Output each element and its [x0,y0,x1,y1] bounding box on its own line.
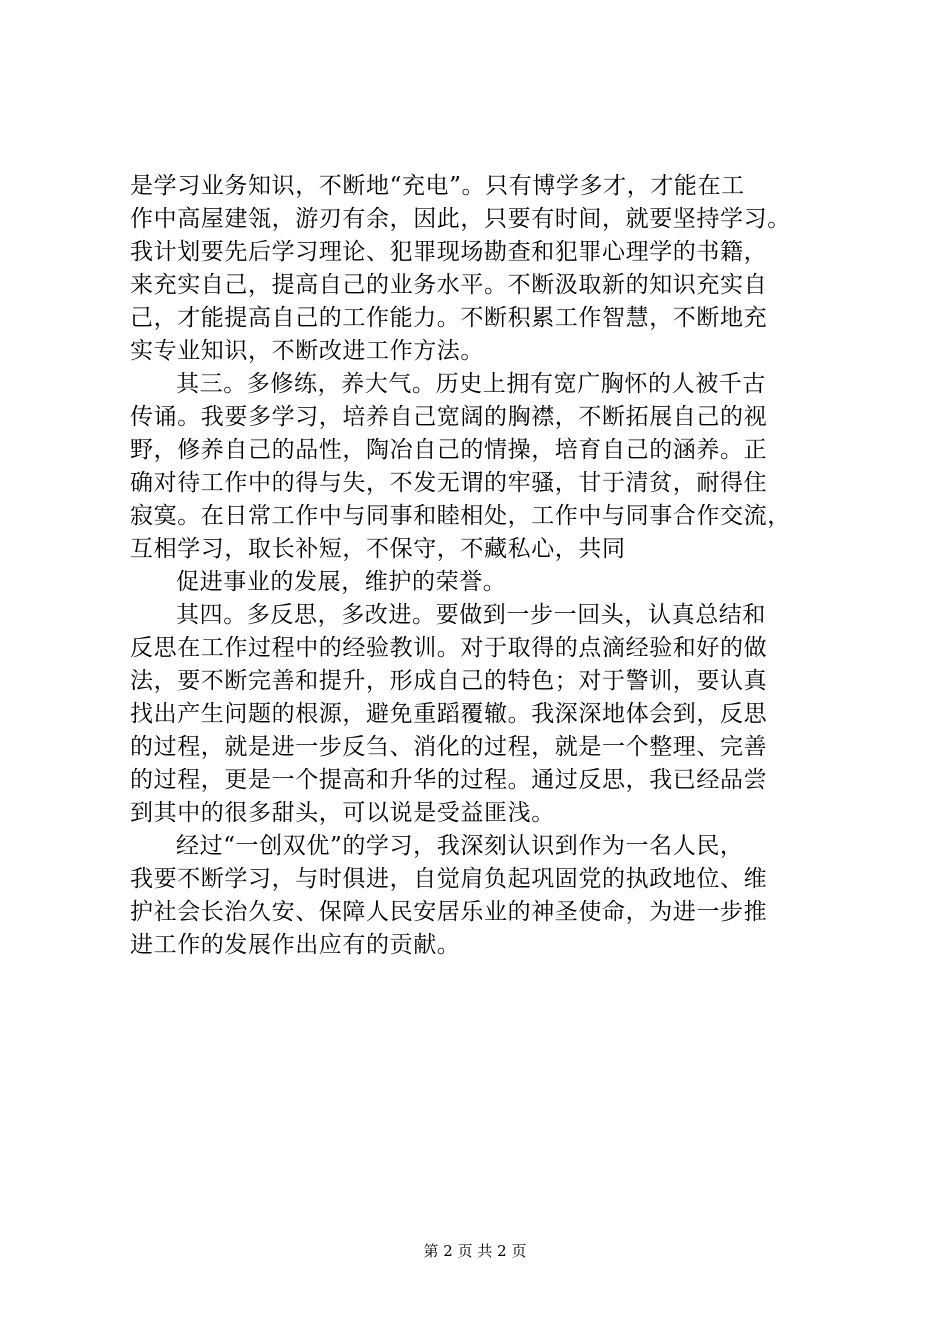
text-line: 进工作的发展作出应有的贡献。 [130,932,461,958]
text-line: 的过程，更是一个提高和升华的过程。通过反思，我已经品尝 [130,767,768,793]
text-line: 经过“一创双优”的学习，我深刻认识到作为一名人民， [176,833,744,859]
text-line: 的过程，就是进一步反刍、消化的过程，就是一个整理、完善 [130,734,768,760]
text-line: 其四。多反思，多改进。要做到一步一回头，认真总结和 [176,602,766,628]
text-line: 找出产生问题的根源，避免重蹈覆辙。我深深地体会到，反思 [130,701,768,727]
text-line: 确对待工作中的得与失，不发无谓的牢骚，甘于清贫，耐得住 [130,470,768,496]
text-line: 我要不断学习，与时俱进，自觉肩负起巩固党的执政地位、维 [130,866,768,892]
text-line: 己，才能提高自己的工作能力。不断积累工作智慧，不断地充 [130,305,768,331]
document-body [130,170,830,962]
text-line: 实专业知识，不断改进工作方法。 [130,338,484,364]
text-line: 到其中的很多甜头，可以说是受益匪浅。 [130,800,555,826]
text-line: 寂寞。在日常工作中与同事和睦相处，工作中与同事合作交流， [130,503,791,529]
text-line: 促进事业的发展，维护的荣誉。 [176,569,507,595]
page-footer: 第 2 页 共 2 页 [423,1242,527,1260]
text-line: 是学习业务知识，不断地“充电”。只有博学多才，才能在工 [130,173,745,199]
text-line: 反思在工作过程中的经验教训。对于取得的点滴经验和好的做 [130,635,768,661]
text-line: 野，修养自己的品性，陶冶自己的情操，培育自己的涵养。正 [130,437,768,463]
text-line: 护社会长治久安、保障人民安居乐业的神圣使命，为进一步推 [130,899,768,925]
text-line: 作中高屋建瓴，游刃有余，因此，只要有时间，就要坚持学习。 [130,206,791,232]
text-line: 我计划要先后学习理论、犯罪现场勘查和犯罪心理学的书籍， [130,239,768,265]
text-line: 传诵。我要多学习，培养自己宽阔的胸襟，不断拓展自己的视 [130,404,768,430]
text-line: 互相学习，取长补短，不保守，不藏私心，共同 [130,536,626,562]
text-line: 其三。多修练，养大气。历史上拥有宽广胸怀的人被千古 [176,371,766,397]
text-line: 来充实自己，提高自己的业务水平。不断汲取新的知识充实自 [130,272,768,298]
text-line: 法，要不断完善和提升，形成自己的特色；对于警训，要认真 [130,668,768,694]
